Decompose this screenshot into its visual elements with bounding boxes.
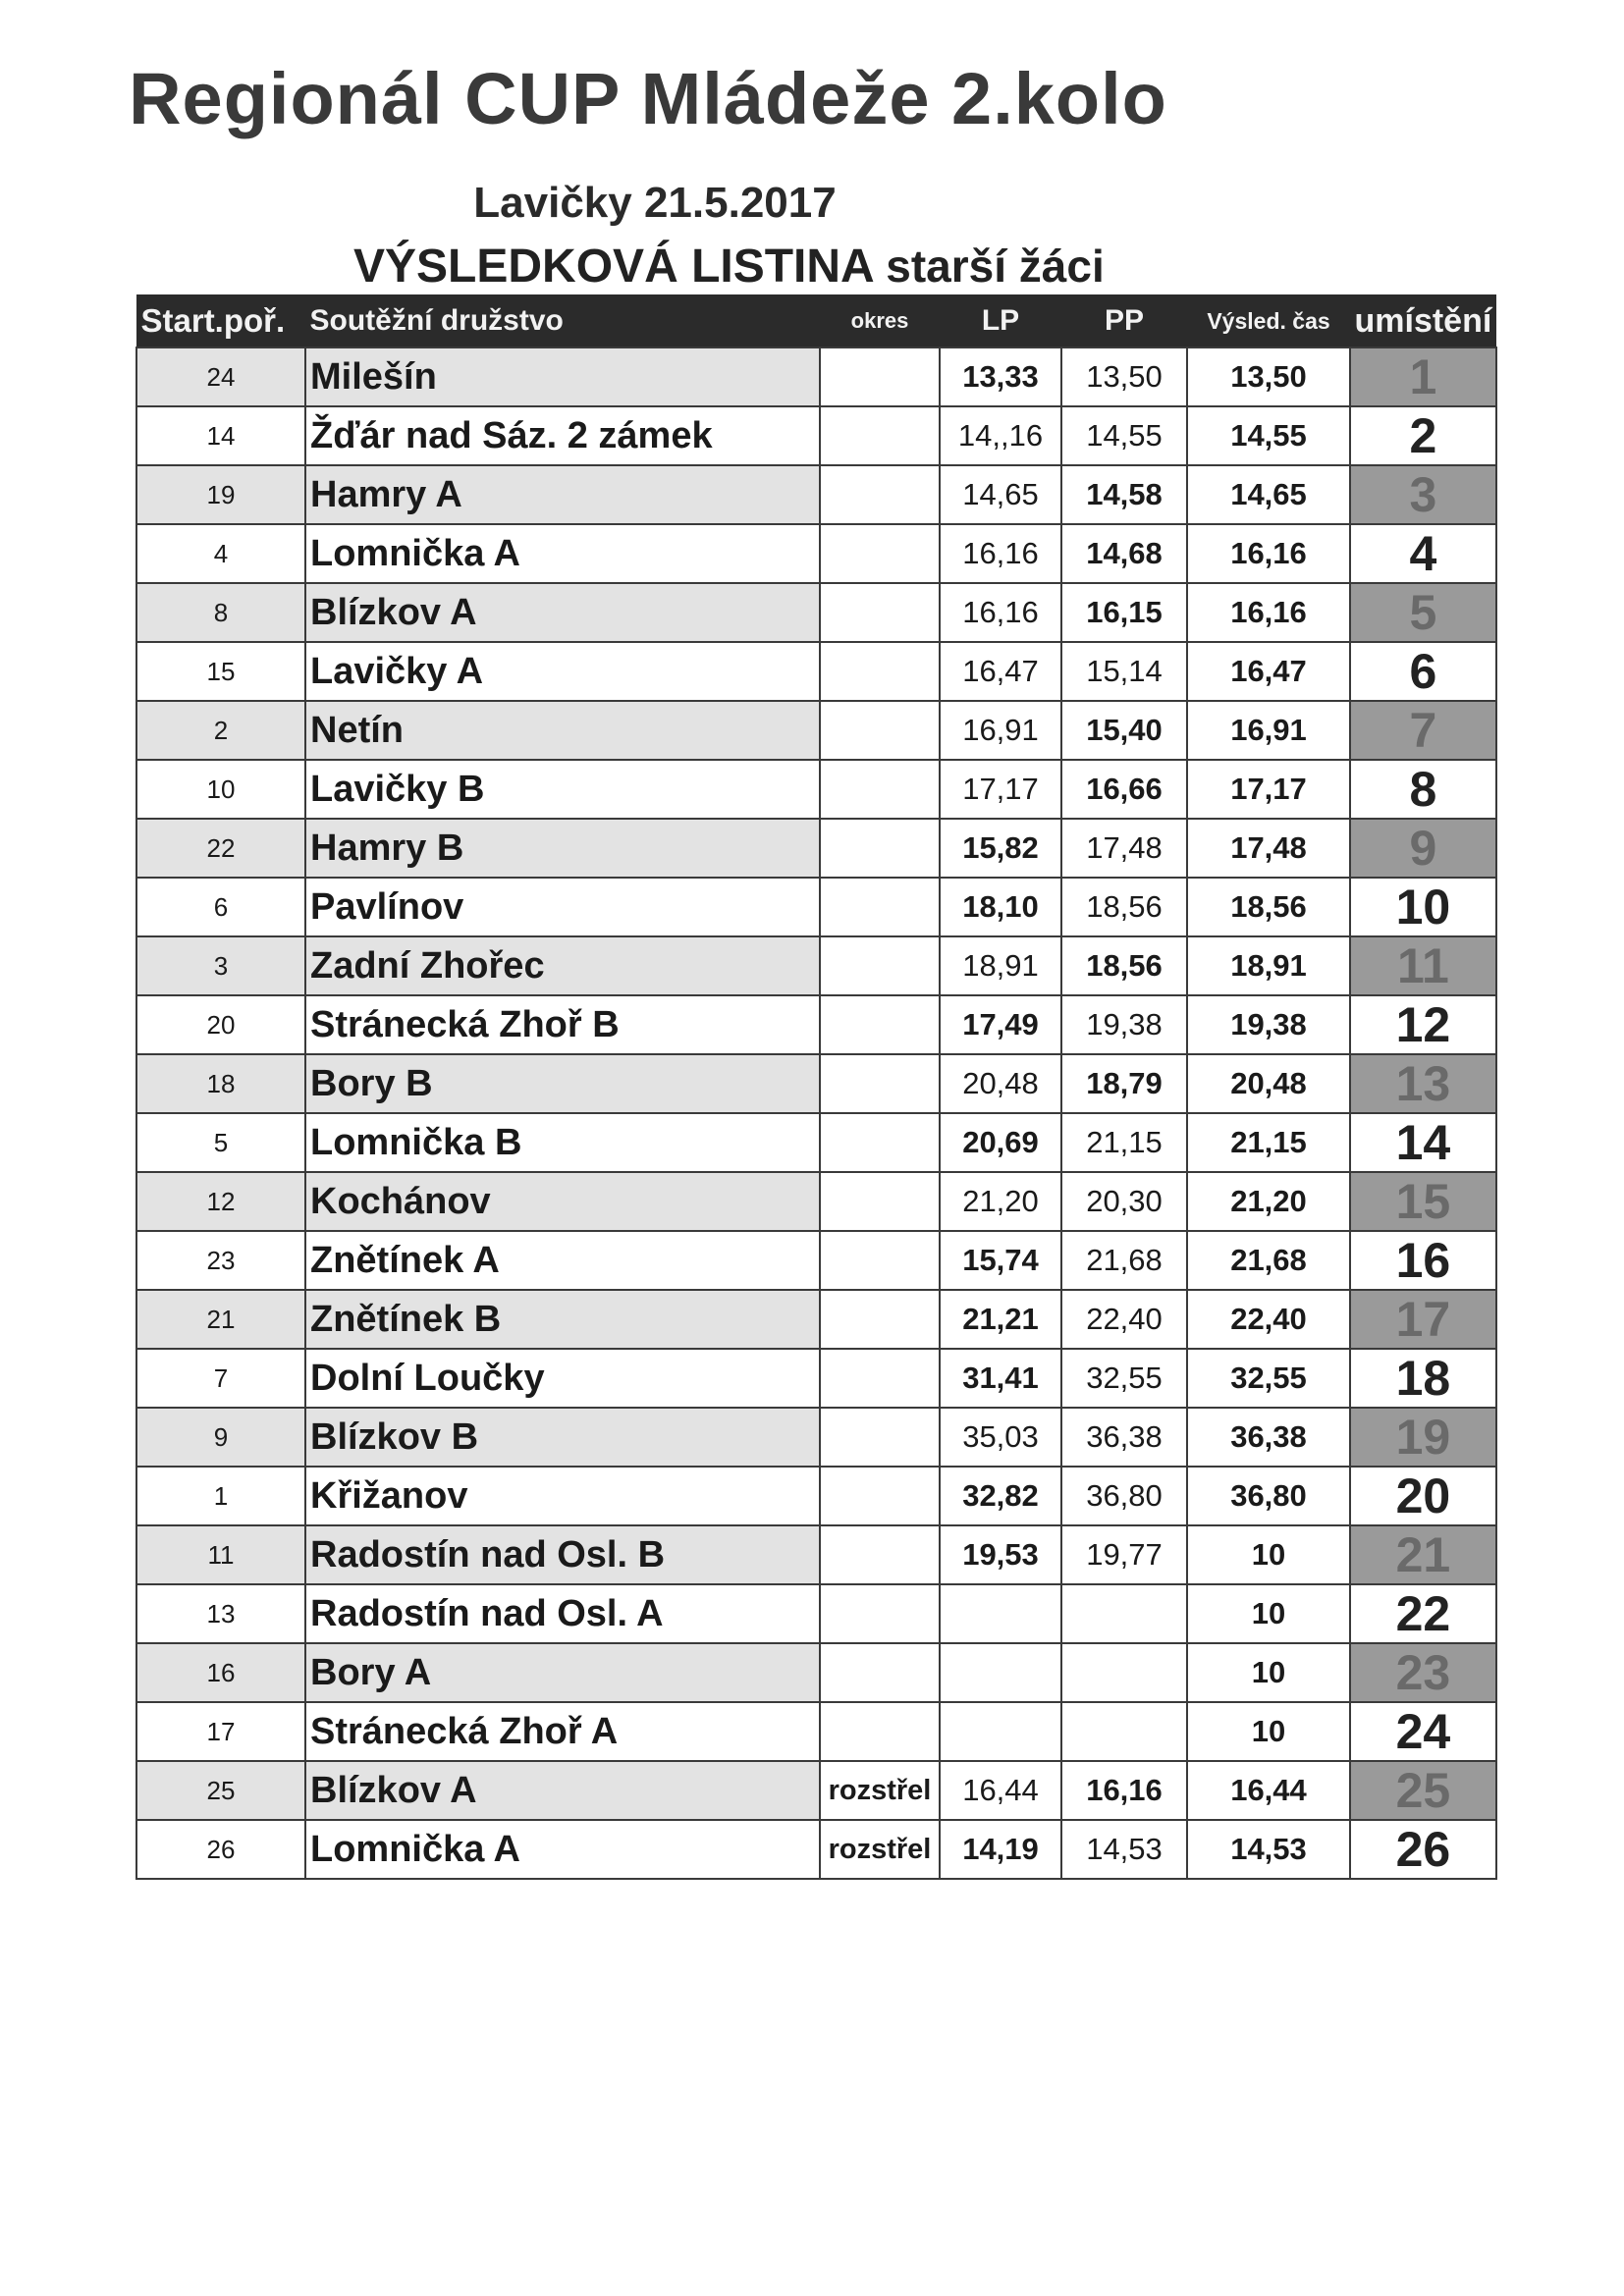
total-cell: 16,44 [1187, 1761, 1350, 1820]
okres-cell [820, 1231, 940, 1290]
table-row [136, 1408, 1496, 1467]
team-cell: Dolní Loučky [305, 1349, 820, 1408]
okres-cell [820, 1584, 940, 1643]
table-row [136, 642, 1496, 701]
lp-cell: 15,82 [940, 819, 1061, 878]
place-cell: 16 [1350, 1231, 1496, 1290]
start-cell: 14 [136, 406, 305, 465]
lp-cell: 21,20 [940, 1172, 1061, 1231]
okres-cell [820, 1054, 940, 1113]
team-cell: Milešín [305, 347, 820, 406]
table-row [136, 1643, 1496, 1702]
okres-cell [820, 524, 940, 583]
table-row [136, 1113, 1496, 1172]
place-cell: 19 [1350, 1408, 1496, 1467]
table-row [136, 1761, 1496, 1820]
place-cell: 3 [1350, 465, 1496, 524]
total-cell: 13,50 [1187, 347, 1350, 406]
pp-cell: 13,50 [1061, 347, 1187, 406]
place-cell: 12 [1350, 995, 1496, 1054]
okres-cell [820, 583, 940, 642]
table-row [136, 1172, 1496, 1231]
place-cell: 1 [1350, 347, 1496, 406]
results-table [135, 294, 1497, 1880]
lp-cell: 32,82 [940, 1467, 1061, 1525]
column-header-total: Výsled. čas [1187, 295, 1350, 348]
team-cell: Blízkov A [305, 583, 820, 642]
okres-cell [820, 936, 940, 995]
sheet-title-main: VÝSLEDKOVÁ LISTINA [353, 240, 873, 293]
start-cell: 11 [136, 1525, 305, 1584]
pp-cell: 15,14 [1061, 642, 1187, 701]
pp-cell [1061, 1702, 1187, 1761]
pp-cell: 36,38 [1061, 1408, 1187, 1467]
table-row [136, 936, 1496, 995]
total-cell: 21,20 [1187, 1172, 1350, 1231]
table-row [136, 1349, 1496, 1408]
team-cell: Radostín nad Osl. A [305, 1584, 820, 1643]
okres-cell [820, 760, 940, 819]
total-cell: 21,15 [1187, 1113, 1350, 1172]
lp-cell: 18,91 [940, 936, 1061, 995]
okres-cell [820, 642, 940, 701]
pp-cell: 18,56 [1061, 936, 1187, 995]
team-cell: Hamry B [305, 819, 820, 878]
start-cell: 19 [136, 465, 305, 524]
start-cell: 8 [136, 583, 305, 642]
team-cell: Žďár nad Sáz. 2 zámek [305, 406, 820, 465]
start-cell: 2 [136, 701, 305, 760]
lp-cell: 14,,16 [940, 406, 1061, 465]
pp-cell: 21,68 [1061, 1231, 1187, 1290]
okres-cell [820, 1172, 940, 1231]
okres-cell [820, 465, 940, 524]
table-row [136, 819, 1496, 878]
team-cell: Radostín nad Osl. B [305, 1525, 820, 1584]
lp-cell: 16,44 [940, 1761, 1061, 1820]
results-body [136, 347, 1496, 1879]
pp-cell: 17,48 [1061, 819, 1187, 878]
team-cell: Lomnička A [305, 524, 820, 583]
total-cell: 36,38 [1187, 1408, 1350, 1467]
total-cell: 16,47 [1187, 642, 1350, 701]
table-header-row [136, 295, 1496, 348]
lp-cell: 15,74 [940, 1231, 1061, 1290]
lp-cell: 18,10 [940, 878, 1061, 936]
start-cell: 24 [136, 347, 305, 406]
pp-cell [1061, 1643, 1187, 1702]
pp-cell: 18,56 [1061, 878, 1187, 936]
column-header-okres: okres [820, 295, 940, 348]
pp-cell: 14,68 [1061, 524, 1187, 583]
sheet-category: starší žáci [886, 240, 1105, 292]
place-cell: 22 [1350, 1584, 1496, 1643]
place-cell: 2 [1350, 406, 1496, 465]
column-header-pp: PP [1061, 295, 1187, 348]
pp-cell: 20,30 [1061, 1172, 1187, 1231]
start-cell: 1 [136, 1467, 305, 1525]
team-cell: Lomnička B [305, 1113, 820, 1172]
team-cell: Stránecká Zhoř B [305, 995, 820, 1054]
start-cell: 21 [136, 1290, 305, 1349]
total-cell: 17,17 [1187, 760, 1350, 819]
place-cell: 26 [1350, 1820, 1496, 1879]
pp-cell [1061, 1584, 1187, 1643]
column-header-start: Start.poř. [136, 295, 305, 348]
total-cell: 17,48 [1187, 819, 1350, 878]
total-cell: 21,68 [1187, 1231, 1350, 1290]
start-cell: 13 [136, 1584, 305, 1643]
pp-cell: 14,58 [1061, 465, 1187, 524]
lp-cell: 14,19 [940, 1820, 1061, 1879]
team-cell: Bory B [305, 1054, 820, 1113]
place-cell: 6 [1350, 642, 1496, 701]
total-cell: 14,53 [1187, 1820, 1350, 1879]
total-cell: 36,80 [1187, 1467, 1350, 1525]
okres-cell [820, 1467, 940, 1525]
table-row [136, 406, 1496, 465]
place-cell: 17 [1350, 1290, 1496, 1349]
lp-cell: 17,17 [940, 760, 1061, 819]
okres-cell [820, 347, 940, 406]
table-row [136, 995, 1496, 1054]
team-cell: Lomnička A [305, 1820, 820, 1879]
lp-cell: 20,48 [940, 1054, 1061, 1113]
pp-cell: 16,16 [1061, 1761, 1187, 1820]
column-header-team: Soutěžní družstvo [305, 295, 820, 348]
place-cell: 20 [1350, 1467, 1496, 1525]
total-cell: 14,55 [1187, 406, 1350, 465]
start-cell: 22 [136, 819, 305, 878]
table-row [136, 878, 1496, 936]
start-cell: 25 [136, 1761, 305, 1820]
total-cell: 18,91 [1187, 936, 1350, 995]
start-cell: 26 [136, 1820, 305, 1879]
okres-cell: rozstřel [820, 1761, 940, 1820]
pp-cell: 16,66 [1061, 760, 1187, 819]
place-cell: 9 [1350, 819, 1496, 878]
total-cell: 32,55 [1187, 1349, 1350, 1408]
lp-cell: 31,41 [940, 1349, 1061, 1408]
team-cell: Netín [305, 701, 820, 760]
team-cell: Blízkov B [305, 1408, 820, 1467]
team-cell: Lavičky B [305, 760, 820, 819]
column-header-place: umístění [1350, 295, 1496, 348]
place-cell: 7 [1350, 701, 1496, 760]
team-cell: Lavičky A [305, 642, 820, 701]
okres-cell [820, 1702, 940, 1761]
place-cell: 15 [1350, 1172, 1496, 1231]
total-cell: 18,56 [1187, 878, 1350, 936]
total-cell: 14,65 [1187, 465, 1350, 524]
total-cell: 10 [1187, 1584, 1350, 1643]
total-cell: 16,91 [1187, 701, 1350, 760]
pp-cell: 14,55 [1061, 406, 1187, 465]
okres-cell [820, 1290, 940, 1349]
pp-cell: 18,79 [1061, 1054, 1187, 1113]
total-cell: 22,40 [1187, 1290, 1350, 1349]
total-cell: 16,16 [1187, 583, 1350, 642]
total-cell: 16,16 [1187, 524, 1350, 583]
column-header-lp: LP [940, 295, 1061, 348]
pp-cell: 16,15 [1061, 583, 1187, 642]
team-cell: Bory A [305, 1643, 820, 1702]
start-cell: 9 [136, 1408, 305, 1467]
table-row [136, 1584, 1496, 1643]
okres-cell [820, 1525, 940, 1584]
table-row [136, 1231, 1496, 1290]
start-cell: 7 [136, 1349, 305, 1408]
start-cell: 23 [136, 1231, 305, 1290]
page-title: Regionál CUP Mládeže 2.kolo [129, 58, 1167, 139]
okres-cell [820, 1643, 940, 1702]
start-cell: 5 [136, 1113, 305, 1172]
total-cell: 10 [1187, 1643, 1350, 1702]
start-cell: 18 [136, 1054, 305, 1113]
team-cell: Blízkov A [305, 1761, 820, 1820]
start-cell: 16 [136, 1643, 305, 1702]
pp-cell: 22,40 [1061, 1290, 1187, 1349]
pp-cell: 21,15 [1061, 1113, 1187, 1172]
okres-cell [820, 701, 940, 760]
start-cell: 20 [136, 995, 305, 1054]
team-cell: Znětínek B [305, 1290, 820, 1349]
place-cell: 25 [1350, 1761, 1496, 1820]
start-cell: 17 [136, 1702, 305, 1761]
event-subtitle: Lavičky 21.5.2017 [473, 179, 837, 227]
pp-cell: 32,55 [1061, 1349, 1187, 1408]
table-row [136, 524, 1496, 583]
place-cell: 4 [1350, 524, 1496, 583]
pp-cell: 19,38 [1061, 995, 1187, 1054]
table-row [136, 1290, 1496, 1349]
table-row [136, 1525, 1496, 1584]
start-cell: 6 [136, 878, 305, 936]
total-cell: 10 [1187, 1702, 1350, 1761]
place-cell: 10 [1350, 878, 1496, 936]
place-cell: 18 [1350, 1349, 1496, 1408]
lp-cell [940, 1584, 1061, 1643]
table-row [136, 465, 1496, 524]
okres-cell [820, 995, 940, 1054]
table-row [136, 760, 1496, 819]
team-cell: Hamry A [305, 465, 820, 524]
place-cell: 24 [1350, 1702, 1496, 1761]
place-cell: 21 [1350, 1525, 1496, 1584]
lp-cell: 19,53 [940, 1525, 1061, 1584]
lp-cell [940, 1702, 1061, 1761]
okres-cell [820, 819, 940, 878]
place-cell: 11 [1350, 936, 1496, 995]
okres-cell [820, 878, 940, 936]
lp-cell: 17,49 [940, 995, 1061, 1054]
table-row [136, 1054, 1496, 1113]
lp-cell: 16,16 [940, 524, 1061, 583]
lp-cell: 14,65 [940, 465, 1061, 524]
team-cell: Pavlínov [305, 878, 820, 936]
lp-cell: 16,91 [940, 701, 1061, 760]
table-row [136, 1467, 1496, 1525]
place-cell: 14 [1350, 1113, 1496, 1172]
table-row [136, 701, 1496, 760]
lp-cell: 21,21 [940, 1290, 1061, 1349]
pp-cell: 19,77 [1061, 1525, 1187, 1584]
pp-cell: 15,40 [1061, 701, 1187, 760]
total-cell: 19,38 [1187, 995, 1350, 1054]
lp-cell: 16,47 [940, 642, 1061, 701]
lp-cell: 16,16 [940, 583, 1061, 642]
start-cell: 12 [136, 1172, 305, 1231]
lp-cell [940, 1643, 1061, 1702]
total-cell: 20,48 [1187, 1054, 1350, 1113]
table-row [136, 347, 1496, 406]
table-row [136, 1820, 1496, 1879]
start-cell: 15 [136, 642, 305, 701]
sheet-title [353, 240, 1105, 294]
place-cell: 23 [1350, 1643, 1496, 1702]
pp-cell: 14,53 [1061, 1820, 1187, 1879]
start-cell: 3 [136, 936, 305, 995]
place-cell: 5 [1350, 583, 1496, 642]
team-cell: Zadní Zhořec [305, 936, 820, 995]
team-cell: Kochánov [305, 1172, 820, 1231]
okres-cell [820, 1349, 940, 1408]
start-cell: 10 [136, 760, 305, 819]
table-row [136, 1702, 1496, 1761]
okres-cell [820, 1408, 940, 1467]
team-cell: Křižanov [305, 1467, 820, 1525]
lp-cell: 35,03 [940, 1408, 1061, 1467]
pp-cell: 36,80 [1061, 1467, 1187, 1525]
lp-cell: 20,69 [940, 1113, 1061, 1172]
okres-cell: rozstřel [820, 1820, 940, 1879]
start-cell: 4 [136, 524, 305, 583]
place-cell: 13 [1350, 1054, 1496, 1113]
place-cell: 8 [1350, 760, 1496, 819]
team-cell: Stránecká Zhoř A [305, 1702, 820, 1761]
okres-cell [820, 406, 940, 465]
table-row [136, 583, 1496, 642]
okres-cell [820, 1113, 940, 1172]
team-cell: Znětínek A [305, 1231, 820, 1290]
lp-cell: 13,33 [940, 347, 1061, 406]
total-cell: 10 [1187, 1525, 1350, 1584]
